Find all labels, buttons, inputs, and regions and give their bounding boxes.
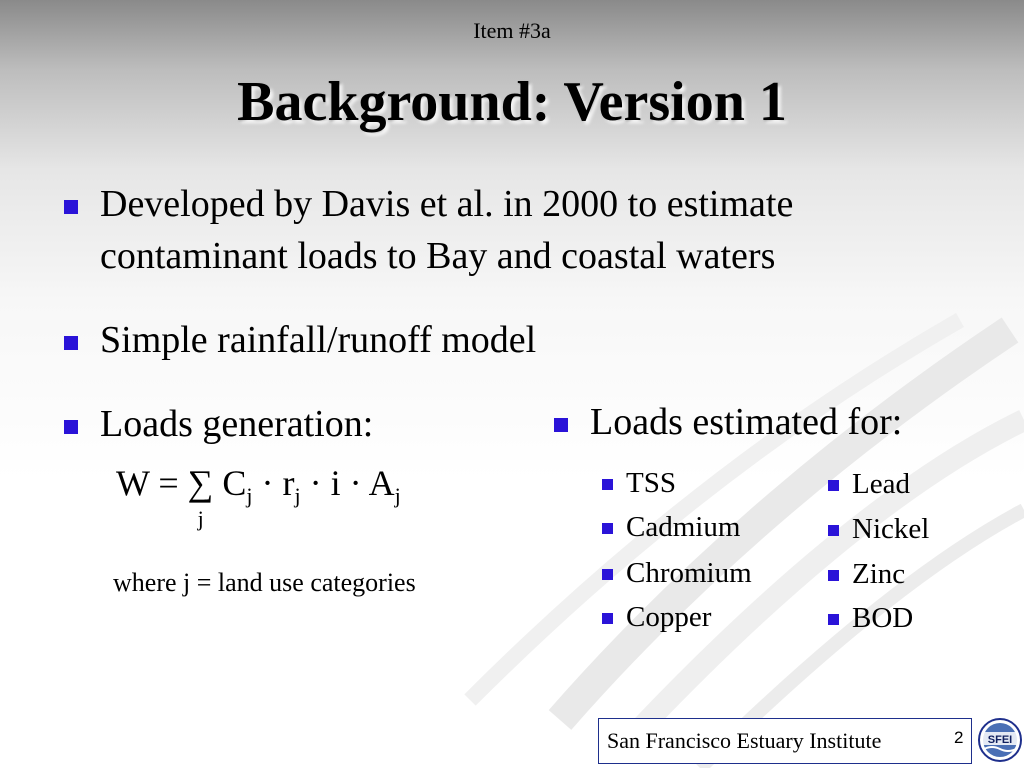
load-item-label: Zinc [852,558,906,590]
formula-r: r [282,463,295,503]
page-number: 2 [954,728,964,747]
bullet-square-icon [554,418,568,432]
formula-r-sub: j [294,483,301,508]
load-item-chromium [602,556,752,590]
slide-title: Background: Version 1 [237,71,787,133]
bullet-square-icon [602,479,613,490]
footer-organization-box [598,718,972,764]
bullet-text: Simple rainfall/runoff model [100,319,537,361]
bullet-square-icon [602,613,613,624]
loads-formula [116,462,401,531]
load-item-tss [602,466,676,500]
load-item-label: TSS [626,467,676,499]
load-item-cadmium [602,510,740,544]
bullet-square-icon [828,480,839,491]
bullet-loads-estimated [554,396,994,448]
bullet-model [64,314,864,366]
formula-equals: = [158,463,179,503]
load-item-label: Lead [852,468,910,500]
bullet-square-icon [64,200,78,214]
bullet-square-icon [828,614,839,625]
formula-dot: · [261,463,274,503]
formula-i: i [330,463,341,503]
formula-dot: · [349,463,362,503]
load-item-label: BOD [852,602,914,634]
formula-sigma [187,462,214,531]
load-item-label: Nickel [852,513,930,545]
sfei-logo-icon [978,718,1022,762]
where-note: where j = land use categories [113,568,416,597]
sigma-index: j [197,506,204,531]
load-item-label: Copper [626,601,712,633]
bullet-square-icon [828,570,839,581]
formula-a-sub: j [394,483,401,508]
bullet-square-icon [64,420,78,434]
load-item-zinc [828,557,905,591]
item-label: Item #3a [473,18,551,43]
load-item-copper [602,600,711,634]
formula-a: A [368,463,395,503]
formula-c-sub: j [246,483,253,508]
bullet-square-icon [828,525,839,536]
bullet-text: Developed by Davis et al. in 2000 to estimate contaminant loads to Bay and coastal waters [100,183,794,277]
formula-lhs: W [116,463,150,503]
bullet-developed [64,178,944,282]
formula-c: C [222,463,247,503]
load-item-lead [828,467,910,501]
bullet-square-icon [602,523,613,534]
bullet-square-icon [64,336,78,350]
load-item-bod [828,601,913,635]
footer-organization: San Francisco Estuary Institute [607,728,882,753]
bullet-square-icon [602,569,613,580]
sigma-symbol: ∑ [187,463,214,503]
formula-dot: · [309,463,322,503]
load-item-label: Chromium [626,557,752,589]
bullet-text: Loads estimated for: [590,401,903,443]
bullet-text: Loads generation: [100,403,374,445]
load-item-nickel [828,512,929,546]
load-item-label: Cadmium [626,511,741,543]
logo-text: SFEI [987,734,1013,746]
bullet-loads-generation [64,398,524,450]
